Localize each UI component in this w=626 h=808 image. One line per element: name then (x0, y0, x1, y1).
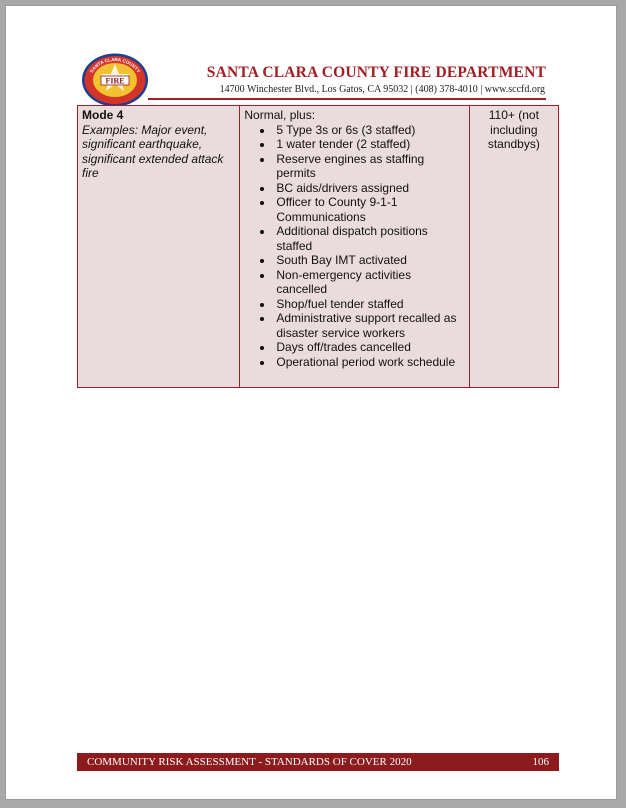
list-item: • Officer to County 9-1-1 Communications (274, 195, 464, 224)
document-page (5, 5, 617, 800)
resources-list (244, 123, 464, 370)
organization-name: SANTA CLARA COUNTY FIRE DEPARTMENT (206, 64, 546, 81)
footer-document-title: COMMUNITY RISK ASSESSMENT - STANDARDS OF COVER 2020 (87, 756, 412, 768)
page-footer (77, 753, 559, 771)
list-item: • Additional dispatch positions staffed (274, 224, 464, 253)
logo-ring-text: SANTA CLARA COUNTY (88, 56, 142, 74)
page-number: 106 (532, 756, 549, 768)
mode-table (77, 105, 559, 388)
list-item: • Non-emergency activities cancelled (274, 268, 464, 297)
count-cell (469, 106, 558, 388)
table-row (78, 106, 559, 388)
logo-center-text: FIRE (105, 76, 125, 86)
header-divider (148, 98, 546, 100)
mode-cell (78, 106, 240, 388)
list-item: • Shop/fuel tender staffed (274, 297, 464, 312)
list-item: • Administrative support recalled as disaster service workers (274, 311, 464, 340)
list-item: • Operational period work schedule (274, 355, 464, 370)
fire-department-logo (80, 52, 150, 108)
list-item: • 5 Type 3s or 6s (3 staffed) (274, 123, 464, 138)
organization-address: 14700 Winchester Blvd., Los Gatos, CA 95032 | (408) 378-4010 | www.sccfd.org (219, 84, 545, 95)
list-item: • South Bay IMT activated (274, 253, 464, 268)
resources-intro: Normal, plus: (244, 108, 316, 122)
mode-title: Mode 4 (82, 108, 124, 122)
list-item: • 1 water tender (2 staffed) (274, 137, 464, 152)
list-item: • BC aids/drivers assigned (274, 181, 464, 196)
resources-cell (240, 106, 469, 388)
list-item: • Days off/trades cancelled (274, 340, 464, 355)
list-item: • Reserve engines as staffing permits (274, 152, 464, 181)
mode-examples: Examples: Major event, significant earthquake, significant extended attack fire (82, 122, 224, 180)
staffing-count: 110+ (not including standbys) (487, 108, 540, 151)
